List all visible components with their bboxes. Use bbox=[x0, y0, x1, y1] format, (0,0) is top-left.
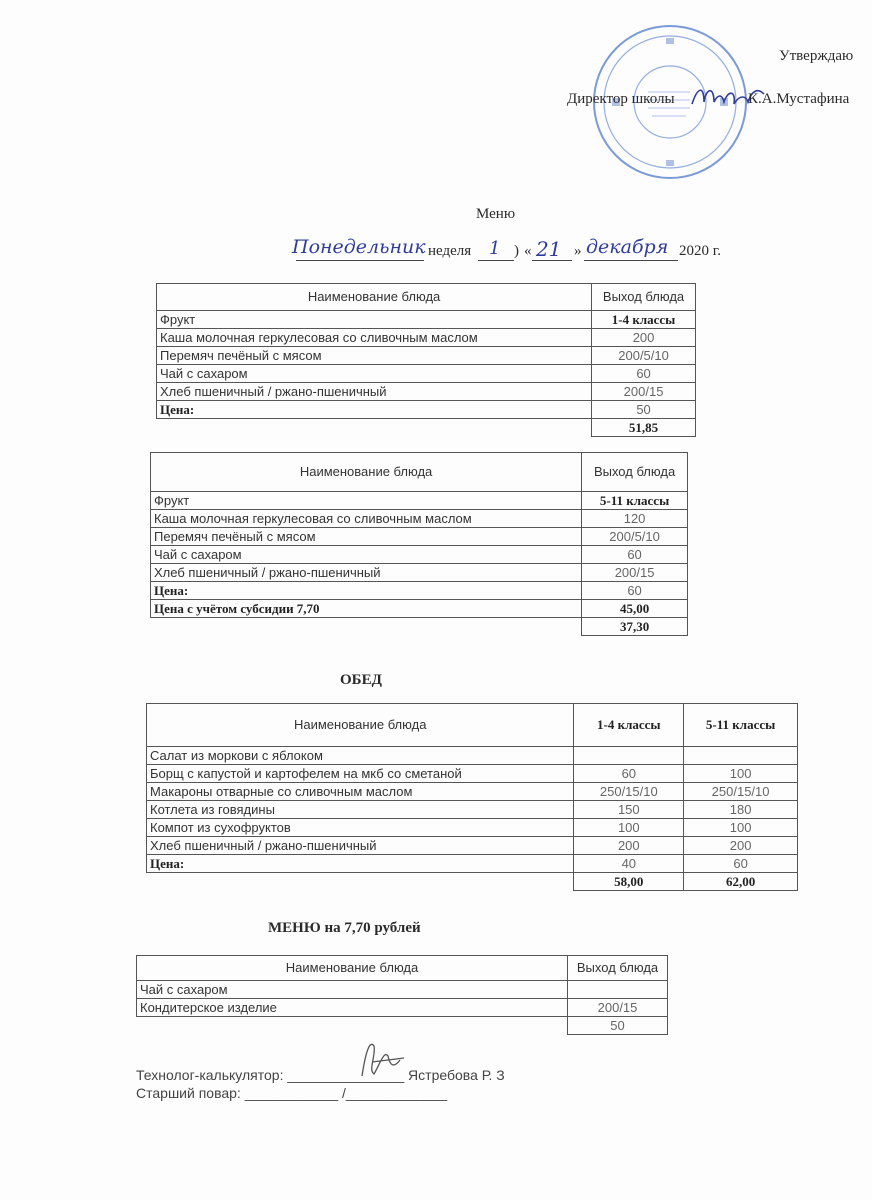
dish-yield: 200/15 bbox=[582, 564, 688, 582]
date-day-underline bbox=[532, 260, 572, 261]
week-underline bbox=[478, 260, 514, 261]
header-yield: Выход блюда bbox=[582, 453, 688, 492]
approve-label: Утверждаю bbox=[779, 48, 854, 64]
header-yield: Выход блюда bbox=[568, 956, 668, 981]
yield-1-4 bbox=[574, 747, 684, 765]
yield-1-4: 150 bbox=[574, 801, 684, 819]
lunch-section-title: ОБЕД bbox=[340, 672, 382, 688]
dish-yield: 120 bbox=[582, 510, 688, 528]
chef-signature-line: ____________ /_____________ bbox=[244, 1085, 448, 1101]
day-underline bbox=[296, 260, 424, 261]
lunch-table bbox=[146, 703, 798, 891]
dish-yield: 50 bbox=[568, 1017, 668, 1035]
header-class-1-4: 1-4 классы bbox=[574, 704, 684, 747]
day-of-week: Понедельник bbox=[292, 236, 426, 258]
empty-cell bbox=[147, 873, 574, 891]
dish-name: Хлеб пшеничный / ржано-пшеничный bbox=[157, 383, 592, 401]
dish-name: Перемяч печёный с мясом bbox=[157, 347, 592, 365]
yield-1-4: 40 bbox=[574, 855, 684, 873]
dish-yield: 50 bbox=[592, 401, 696, 419]
class-label: 5-11 классы bbox=[582, 492, 688, 510]
dish-name: Перемяч печёный с мясом bbox=[151, 528, 582, 546]
menu-title: Меню bbox=[476, 206, 516, 222]
price-value: 45,00 bbox=[582, 600, 688, 618]
technologist-signature bbox=[352, 1036, 412, 1082]
breakfast-table-5-11 bbox=[150, 452, 688, 636]
technologist-line bbox=[136, 1067, 505, 1083]
chef-label: Старший повар: bbox=[136, 1085, 241, 1101]
extra-menu-table bbox=[136, 955, 668, 1035]
dish-name: Фрукт bbox=[151, 492, 582, 510]
dish-name: Чай с сахаром bbox=[157, 365, 592, 383]
yield-1-4: 200 bbox=[574, 837, 684, 855]
technologist-label: Технолог-калькулятор: bbox=[136, 1067, 284, 1083]
dish-yield bbox=[568, 981, 668, 999]
dish-yield: 200/5/10 bbox=[592, 347, 696, 365]
yield-5-11: 250/15/10 bbox=[684, 783, 798, 801]
date-year: 2020 г. bbox=[679, 243, 721, 259]
empty-cell bbox=[157, 419, 592, 437]
date-line bbox=[292, 236, 732, 266]
date-open-quote: « bbox=[524, 243, 532, 259]
chef-line bbox=[136, 1085, 447, 1101]
week-label: неделя bbox=[428, 243, 472, 259]
dish-name: Котлета из говядины bbox=[147, 801, 574, 819]
week-number: 1 bbox=[489, 238, 501, 259]
header-dish-name: Наименование блюда bbox=[147, 704, 574, 747]
date-month: декабря bbox=[586, 236, 669, 258]
empty-cell bbox=[137, 1017, 568, 1035]
header-class-5-11: 5-11 классы bbox=[684, 704, 798, 747]
dish-yield: 60 bbox=[592, 365, 696, 383]
director-name: К.А.Мустафина bbox=[748, 91, 850, 107]
dish-name: Макароны отварные со сливочным маслом bbox=[147, 783, 574, 801]
header-dish-name: Наименование блюда bbox=[151, 453, 582, 492]
breakfast-table-1-4 bbox=[156, 283, 696, 437]
price-value: 51,85 bbox=[592, 419, 696, 437]
price-label: Цена: bbox=[151, 582, 582, 600]
dish-name: Кондитерское изделие bbox=[137, 999, 568, 1017]
price-label: Цена: bbox=[147, 855, 574, 873]
dish-yield: 200/5/10 bbox=[582, 528, 688, 546]
yield-5-11: 180 bbox=[684, 801, 798, 819]
extra-menu-title: МЕНЮ на 7,70 рублей bbox=[268, 920, 421, 936]
week-close: ) bbox=[514, 243, 519, 259]
header-dish-name: Наименование блюда bbox=[137, 956, 568, 981]
header-dish-name: Наименование блюда bbox=[157, 284, 592, 311]
dish-name: Фрукт bbox=[157, 311, 592, 329]
dish-name: Хлеб пшеничный / ржано-пшеничный bbox=[151, 564, 582, 582]
yield-5-11: 60 bbox=[684, 855, 798, 873]
yield-5-11 bbox=[684, 747, 798, 765]
dish-name: Салат из моркови с яблоком bbox=[147, 747, 574, 765]
price-5-11: 62,00 bbox=[684, 873, 798, 891]
yield-1-4: 60 bbox=[574, 765, 684, 783]
dish-name: Каша молочная геркулесовая со сливочным маслом bbox=[151, 510, 582, 528]
subsidy-price-label: Цена с учётом субсидии 7,70 bbox=[151, 600, 582, 618]
dish-yield: 200/15 bbox=[568, 999, 668, 1017]
empty-cell bbox=[151, 618, 582, 636]
technologist-signature-line: _______________ bbox=[287, 1067, 405, 1083]
price-1-4: 58,00 bbox=[574, 873, 684, 891]
director-label: Директор школы bbox=[567, 91, 675, 107]
yield-5-11: 200 bbox=[684, 837, 798, 855]
dish-name: Хлеб пшеничный / ржано-пшеничный bbox=[147, 837, 574, 855]
dish-yield: 200 bbox=[592, 329, 696, 347]
dish-yield: 60 bbox=[582, 546, 688, 564]
date-month-underline bbox=[584, 260, 678, 261]
dish-name: Чай с сахаром bbox=[151, 546, 582, 564]
dish-name: Борщ с капустой и картофелем на мкб со сметаной bbox=[147, 765, 574, 783]
header-yield: Выход блюда bbox=[592, 284, 696, 311]
class-label: 1-4 классы bbox=[592, 311, 696, 329]
date-close-quote: » bbox=[574, 243, 582, 259]
dish-yield: 60 bbox=[582, 582, 688, 600]
dish-yield: 200/15 bbox=[592, 383, 696, 401]
dish-name: Каша молочная геркулесовая со сливочным маслом bbox=[157, 329, 592, 347]
yield-5-11: 100 bbox=[684, 819, 798, 837]
price-label: Цена: bbox=[157, 401, 592, 419]
yield-5-11: 100 bbox=[684, 765, 798, 783]
date-day: 21 bbox=[536, 237, 562, 261]
technologist-name: Ястребова Р. З bbox=[408, 1067, 505, 1083]
yield-1-4: 100 bbox=[574, 819, 684, 837]
yield-1-4: 250/15/10 bbox=[574, 783, 684, 801]
dish-name: Компот из сухофруктов bbox=[147, 819, 574, 837]
dish-name: Чай с сахаром bbox=[137, 981, 568, 999]
subsidy-price-value: 37,30 bbox=[582, 618, 688, 636]
